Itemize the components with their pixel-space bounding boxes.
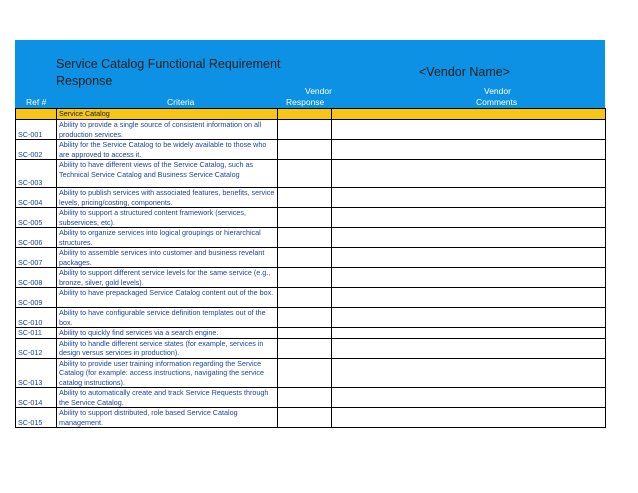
- column-header-ref: Ref #: [26, 97, 47, 107]
- criteria-cell: Ability to have prepackaged Service Catalog content out of the box.: [57, 288, 278, 308]
- vendor-response-cell[interactable]: [278, 120, 332, 140]
- table-row: [16, 268, 606, 288]
- vendor-response-cell[interactable]: [278, 338, 332, 358]
- vendor-comments-cell[interactable]: [332, 188, 606, 208]
- ref-cell: SC-010: [16, 308, 57, 328]
- ref-cell: SC-015: [16, 408, 57, 428]
- ref-cell: SC-007: [16, 248, 57, 268]
- vendor-response-cell[interactable]: [278, 358, 332, 388]
- vendor-comments-cell[interactable]: [332, 328, 606, 339]
- vendor-comments-cell[interactable]: [332, 338, 606, 358]
- vendor-comments-cell[interactable]: [332, 268, 606, 288]
- table-row: [16, 248, 606, 268]
- vendor-response-cell[interactable]: [278, 228, 332, 248]
- vendor-comments-cell[interactable]: [332, 208, 606, 228]
- criteria-cell: Ability to organize services into logical groupings or hierarchical structures.: [57, 228, 278, 248]
- ref-cell: SC-002: [16, 140, 57, 160]
- section-ref-cell: [16, 109, 57, 120]
- ref-cell: SC-012: [16, 338, 57, 358]
- ref-cell: SC-011: [16, 328, 57, 339]
- table-row: [16, 388, 606, 408]
- criteria-cell: Ability for the Service Catalog to be widely available to those who are approved to access it.: [57, 140, 278, 160]
- vendor-comments-cell[interactable]: [332, 388, 606, 408]
- vendor-comments-cell[interactable]: [332, 308, 606, 328]
- column-header-vendor-response-line1: Vendor: [305, 86, 332, 96]
- table-row: [16, 228, 606, 248]
- table-row: [16, 120, 606, 140]
- table-row: [16, 288, 606, 308]
- ref-cell: SC-003: [16, 160, 57, 188]
- vendor-response-cell[interactable]: [278, 248, 332, 268]
- vendor-comments-cell[interactable]: [332, 358, 606, 388]
- vendor-response-cell[interactable]: [278, 208, 332, 228]
- vendor-response-cell[interactable]: [278, 288, 332, 308]
- column-header-vendor-response-line2: Response: [286, 97, 325, 107]
- section-comments-cell: [332, 109, 606, 120]
- vendor-response-cell[interactable]: [278, 308, 332, 328]
- ref-cell: SC-005: [16, 208, 57, 228]
- ref-cell: SC-004: [16, 188, 57, 208]
- table-row: [16, 208, 606, 228]
- vendor-comments-cell[interactable]: [332, 140, 606, 160]
- ref-cell: SC-006: [16, 228, 57, 248]
- document-title: Service Catalog Functional Requirement Response: [56, 57, 281, 88]
- table-row: [16, 140, 606, 160]
- sheet-header: [15, 40, 605, 108]
- criteria-cell: Ability to support different service levels for the same service (e.g., bronze, silver, gold levels).: [57, 268, 278, 288]
- vendor-comments-cell[interactable]: [332, 228, 606, 248]
- table-row: [16, 358, 606, 388]
- table-row: [16, 408, 606, 428]
- vendor-comments-cell[interactable]: [332, 248, 606, 268]
- table-row: [16, 188, 606, 208]
- vendor-comments-cell[interactable]: [332, 288, 606, 308]
- criteria-cell: Ability to have configurable service definition templates out of the box.: [57, 308, 278, 328]
- vendor-response-cell[interactable]: [278, 408, 332, 428]
- criteria-cell: Ability to provide a single source of consistent information on all production services.: [57, 120, 278, 140]
- column-header-vendor-comments-line2: Comments: [476, 97, 518, 107]
- criteria-cell: Ability to quickly find services via a search engine.: [57, 328, 278, 339]
- vendor-response-cell[interactable]: [278, 268, 332, 288]
- vendor-response-cell[interactable]: [278, 388, 332, 408]
- vendor-response-cell[interactable]: [278, 160, 332, 188]
- criteria-cell: Ability to assemble services into customer and business revelant packages.: [57, 248, 278, 268]
- section-label: Service Catalog: [57, 109, 278, 120]
- criteria-cell: Ability to provide user training information regarding the Service Catalog (for example: access instructions, navigating the service catalog instructions).: [57, 358, 278, 388]
- table-row: [16, 160, 606, 188]
- vendor-comments-cell[interactable]: [332, 408, 606, 428]
- section-row: [16, 109, 606, 120]
- criteria-cell: Ability to support distributed, role based Service Catalog management.: [57, 408, 278, 428]
- requirements-sheet: [15, 40, 605, 428]
- table-row: [16, 338, 606, 358]
- ref-cell: SC-001: [16, 120, 57, 140]
- column-header-criteria: Criteria: [167, 97, 195, 107]
- ref-cell: SC-014: [16, 388, 57, 408]
- criteria-cell: Ability to have different views of the Service Catalog, such as Technical Service Catalog and Business Service Catalog: [57, 160, 278, 188]
- criteria-cell: Ability to support a structured content framework (services, subservices, etc).: [57, 208, 278, 228]
- criteria-cell: Ability to automatically create and track Service Requests through the Service Catalog.: [57, 388, 278, 408]
- column-header-vendor-comments-line1: Vendor: [484, 86, 511, 96]
- vendor-comments-cell[interactable]: [332, 160, 606, 188]
- section-response-cell: [278, 109, 332, 120]
- requirements-table: [15, 108, 606, 428]
- criteria-cell: Ability to publish services with associated features, benefits, service levels, pricing/costing, components.: [57, 188, 278, 208]
- vendor-comments-cell[interactable]: [332, 120, 606, 140]
- vendor-name-placeholder: <Vendor Name>: [419, 65, 511, 79]
- ref-cell: SC-009: [16, 288, 57, 308]
- ref-cell: SC-013: [16, 358, 57, 388]
- vendor-response-cell[interactable]: [278, 140, 332, 160]
- ref-cell: SC-008: [16, 268, 57, 288]
- table-row: [16, 308, 606, 328]
- table-row: [16, 328, 606, 339]
- vendor-response-cell[interactable]: [278, 328, 332, 339]
- vendor-response-cell[interactable]: [278, 188, 332, 208]
- criteria-cell: Ability to handle different service states (for example, services in design versus services in production).: [57, 338, 278, 358]
